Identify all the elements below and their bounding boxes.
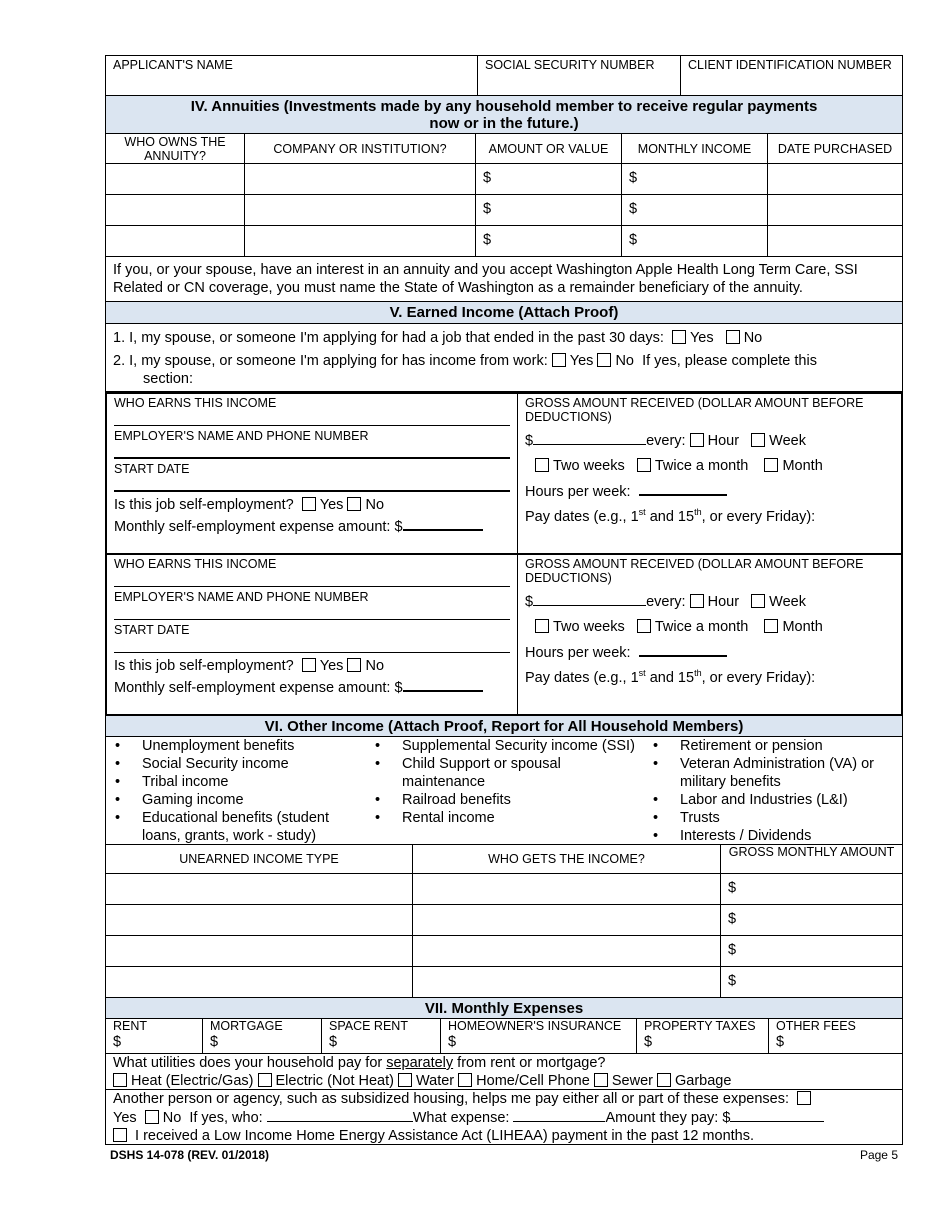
gross-amount-details: GROSS AMOUNT RECEIVED (DOLLAR AMOUNT BEFORE DEDUCTIONS) $ every: Hour Week Two weeks Twice a month Month Hours per week: Pay dates (e.g., 1st and 15th, or every Friday): (518, 555, 901, 714)
heat-checkbox[interactable] (113, 1073, 127, 1087)
self-employment-question: Is this job self-employment? Yes No (114, 497, 385, 513)
table-row (105, 936, 903, 967)
annuity-owner-input[interactable] (106, 195, 245, 225)
month-checkbox[interactable] (764, 619, 778, 633)
table-row (105, 967, 903, 998)
list-item: • Railroad benefits (366, 791, 644, 809)
week-checkbox[interactable] (751, 433, 765, 447)
phone-checkbox[interactable] (458, 1073, 472, 1087)
mortgage-field[interactable]: MORTGAGE $ (203, 1019, 322, 1053)
annuity-row (105, 164, 903, 195)
assistance-yes-checkbox[interactable] (797, 1091, 811, 1105)
what-expense-input[interactable] (513, 1108, 605, 1122)
col-company: COMPANY OR INSTITUTION? (245, 134, 476, 163)
who-helps-input[interactable] (267, 1108, 413, 1122)
job-entry (105, 392, 903, 555)
form-page (105, 55, 903, 1145)
twice-month-checkbox[interactable] (637, 458, 651, 472)
annuity-amount-input[interactable]: $ (476, 226, 622, 256)
two-weeks-checkbox[interactable] (535, 619, 549, 633)
income-types-list (105, 737, 903, 845)
property-taxes-field[interactable]: PROPERTY TAXES $ (637, 1019, 769, 1053)
page-footer (110, 1148, 898, 1162)
gross-amount-input[interactable] (533, 431, 646, 445)
start-date-input[interactable] (114, 476, 510, 492)
rent-field[interactable]: RENT $ (106, 1019, 203, 1053)
other-fees-field[interactable]: OTHER FEES $ (776, 1019, 856, 1050)
client-id-field[interactable]: CLIENT IDENTIFICATION NUMBER (688, 58, 892, 72)
list-item: • Social Security income (106, 755, 366, 773)
homeowners-insurance-field[interactable]: HOMEOWNER'S INSURANCE $ (441, 1019, 637, 1053)
page-number: Page 5 (859, 1148, 898, 1162)
assistance-details: Yes No If yes, who: What expense: Amount they pay: $ (113, 1108, 895, 1127)
col-amount: AMOUNT OR VALUE (476, 134, 622, 163)
col-date-purchased: DATE PURCHASED (777, 142, 893, 156)
earned-income-header: V. Earned Income (Attach Proof) (105, 302, 903, 324)
other-income-header: VI. Other Income (Attach Proof, Report for All Household Members) (105, 716, 903, 737)
gross-amount-details: GROSS AMOUNT RECEIVED (DOLLAR AMOUNT BEFORE DEDUCTIONS) $ every: Hour Week Two weeks Twice a month Month Hours per week: Pay dates (e.g., 1st and 15th, or every Friday): (518, 394, 901, 553)
hours-per-week-input[interactable] (639, 643, 727, 657)
who-gets-input[interactable] (413, 874, 721, 904)
assistance-question: Another person or agency, such as subsidized housing, helps me pay either all or part of these expenses: (113, 1090, 895, 1108)
col-gross-monthly: GROSS MONTHLY AMOUNT (728, 845, 895, 859)
who-gets-input[interactable] (413, 936, 721, 966)
annuities-header: IV. Annuities (Investments made by any household member to receive regular payments now or in the future.) (105, 96, 903, 134)
liheaa-checkbox[interactable] (113, 1128, 127, 1142)
gross-monthly-input[interactable]: $ (728, 880, 737, 896)
self-employment-expense: Monthly self-employment expense amount: $ (114, 675, 510, 697)
water-checkbox[interactable] (398, 1073, 412, 1087)
electric-checkbox[interactable] (258, 1073, 272, 1087)
annuity-monthly-input[interactable]: $ (622, 195, 768, 225)
employer-input[interactable] (114, 604, 510, 620)
who-earns-input[interactable] (114, 410, 510, 426)
list-item: • Rental income (366, 809, 644, 827)
self-employment-yes-checkbox[interactable] (302, 497, 316, 511)
two-weeks-checkbox[interactable] (535, 458, 549, 472)
income-list-col3 (644, 737, 902, 844)
pay-frequency-row: $ every: Hour Week (525, 594, 806, 610)
utilities-question: What utilities does your household pay for separately from rent or mortgage? (113, 1055, 606, 1071)
earned-income-questions: 1. I, my spouse, or someone I'm applying for had a job that ended in the past 30 days: Yes No 2. I, my spouse, or someone I'm applying for has income from work: Yes No If yes, please complete this section: (105, 324, 903, 392)
ssn-field[interactable]: SOCIAL SECURITY NUMBER (478, 56, 681, 95)
list-item: • Gaming income (106, 791, 366, 809)
col-who-owns: WHO OWNS THE ANNUITY? (106, 134, 245, 163)
list-item: • Supplemental Security income (SSI) (366, 737, 644, 755)
table-row (105, 874, 903, 905)
self-employment-expense: Monthly self-employment expense amount: $ (114, 514, 510, 536)
job-details: WHO EARNS THIS INCOME EMPLOYER'S NAME AND PHONE NUMBER START DATE Is this job self-employment? Yes No Monthly self-employment expense amount: $ (107, 394, 518, 553)
hours-per-week-input[interactable] (639, 482, 727, 496)
annuity-company-input[interactable] (245, 164, 476, 194)
table-row (105, 905, 903, 936)
gross-amount-input[interactable] (533, 592, 646, 606)
annuity-amount-input[interactable]: $ (476, 195, 622, 225)
amount-pay-input[interactable] (730, 1108, 824, 1122)
annuity-owner-input[interactable] (106, 164, 245, 194)
hours-per-week: Hours per week: (525, 475, 894, 501)
list-item: • Labor and Industries (L&I) (644, 791, 902, 809)
self-employment-no-checkbox[interactable] (347, 497, 361, 511)
annuities-column-headers (105, 134, 903, 164)
list-item: • Interests / Dividends (644, 827, 902, 845)
annuity-row (105, 195, 903, 226)
twice-month-checkbox[interactable] (637, 619, 651, 633)
annuity-date-input[interactable] (768, 164, 902, 194)
col-unearned-type: UNEARNED INCOME TYPE (106, 845, 413, 873)
work-income-yes-checkbox[interactable] (552, 353, 566, 367)
col-monthly-income: MONTHLY INCOME (622, 134, 768, 163)
garbage-checkbox[interactable] (657, 1073, 671, 1087)
gross-monthly-input[interactable]: $ (728, 942, 737, 958)
income-list-col2 (366, 737, 644, 844)
question-job-ended: 1. I, my spouse, or someone I'm applying for had a job that ended in the past 30 days: Yes No (113, 330, 763, 346)
list-item: • Child Support or spousal maintenance (366, 755, 644, 791)
gross-monthly-input[interactable]: $ (728, 911, 737, 927)
month-checkbox[interactable] (764, 458, 778, 472)
income-list-col1 (106, 737, 366, 844)
form-number: DSHS 14-078 (REV. 01/2018) (110, 1148, 269, 1162)
pay-dates: Pay dates (e.g., 1st and 15th, or every Friday): (525, 507, 816, 525)
annuity-note: If you, or your spouse, have an interest in an annuity and you accept Washington Apple Health Long Term Care, SSI Related or CN coverage, you must name the State of Washington as a remainder beneficiary of the annuity. (105, 257, 903, 302)
gross-monthly-input[interactable]: $ (728, 973, 737, 989)
annuity-company-input[interactable] (245, 195, 476, 225)
utilities-options: Heat (Electric/Gas) Electric (Not Heat) Water Home/Cell Phone Sewer Garbage (113, 1072, 895, 1090)
annuity-monthly-input[interactable]: $ (622, 164, 768, 194)
annuity-row (105, 226, 903, 257)
space-rent-field[interactable]: SPACE RENT $ (322, 1019, 441, 1053)
liheaa-row: I received a Low Income Home Energy Assistance Act (LIHEAA) payment in the past 12 months. (113, 1127, 895, 1145)
list-item: • Tribal income (106, 773, 366, 791)
applicant-name-field[interactable]: APPLICANT'S NAME (106, 56, 478, 95)
work-income-no-checkbox[interactable] (597, 353, 611, 367)
who-earns-input[interactable] (114, 571, 510, 587)
pay-frequency-row: $ every: Hour Week (525, 433, 806, 449)
unearned-type-input[interactable] (106, 905, 413, 935)
self-employment-no-checkbox[interactable] (347, 658, 361, 672)
hour-checkbox[interactable] (690, 433, 704, 447)
job-ended-no-checkbox[interactable] (726, 330, 740, 344)
start-date-input[interactable] (114, 637, 510, 653)
annuity-company-input[interactable] (245, 226, 476, 256)
list-item: • Trusts (644, 809, 902, 827)
job-ended-yes-checkbox[interactable] (672, 330, 686, 344)
annuity-monthly-input[interactable]: $ (622, 226, 768, 256)
expense-fields (105, 1019, 903, 1054)
applicant-info-row (105, 55, 903, 96)
unearned-type-input[interactable] (106, 967, 413, 997)
annuity-date-input[interactable] (768, 195, 902, 225)
list-item: • Retirement or pension (644, 737, 902, 755)
self-employment-expense-input[interactable] (403, 517, 483, 531)
pay-frequency-row-2: Two weeks Twice a month Month (525, 450, 894, 475)
list-item: • Educational benefits (student loans, grants, work - study) (106, 809, 366, 845)
annuity-amount-input[interactable]: $ (476, 164, 622, 194)
assistance-section (105, 1090, 903, 1145)
hour-checkbox[interactable] (690, 594, 704, 608)
annuity-date-input[interactable] (768, 226, 902, 256)
unearned-type-input[interactable] (106, 874, 413, 904)
sewer-checkbox[interactable] (594, 1073, 608, 1087)
who-gets-input[interactable] (413, 905, 721, 935)
pay-frequency-row-2: Two weeks Twice a month Month (525, 611, 894, 636)
employer-input[interactable] (114, 443, 510, 459)
assistance-no-checkbox[interactable] (145, 1110, 159, 1124)
annuity-owner-input[interactable] (106, 226, 245, 256)
unearned-type-input[interactable] (106, 936, 413, 966)
self-employment-yes-checkbox[interactable] (302, 658, 316, 672)
list-item: • Unemployment benefits (106, 737, 366, 755)
self-employment-expense-input[interactable] (403, 678, 483, 692)
pay-dates: Pay dates (e.g., 1st and 15th, or every Friday): (525, 668, 816, 686)
job-entry (105, 555, 903, 716)
self-employment-question: Is this job self-employment? Yes No (114, 658, 385, 674)
job-details: WHO EARNS THIS INCOME EMPLOYER'S NAME AND PHONE NUMBER START DATE Is this job self-employment? Yes No Monthly self-employment expense amount: $ (107, 555, 518, 714)
unearned-income-column-headers (105, 845, 903, 874)
who-gets-input[interactable] (413, 967, 721, 997)
monthly-expenses-header: VII. Monthly Expenses (105, 998, 903, 1019)
week-checkbox[interactable] (751, 594, 765, 608)
question-work-income: 2. I, my spouse, or someone I'm applying for has income from work: Yes No If yes, please complete this (113, 353, 817, 369)
utilities-section (105, 1054, 903, 1090)
hours-per-week: Hours per week: (525, 636, 894, 662)
list-item: • Veteran Administration (VA) or military benefits (644, 755, 902, 791)
col-who-gets: WHO GETS THE INCOME? (413, 845, 721, 873)
